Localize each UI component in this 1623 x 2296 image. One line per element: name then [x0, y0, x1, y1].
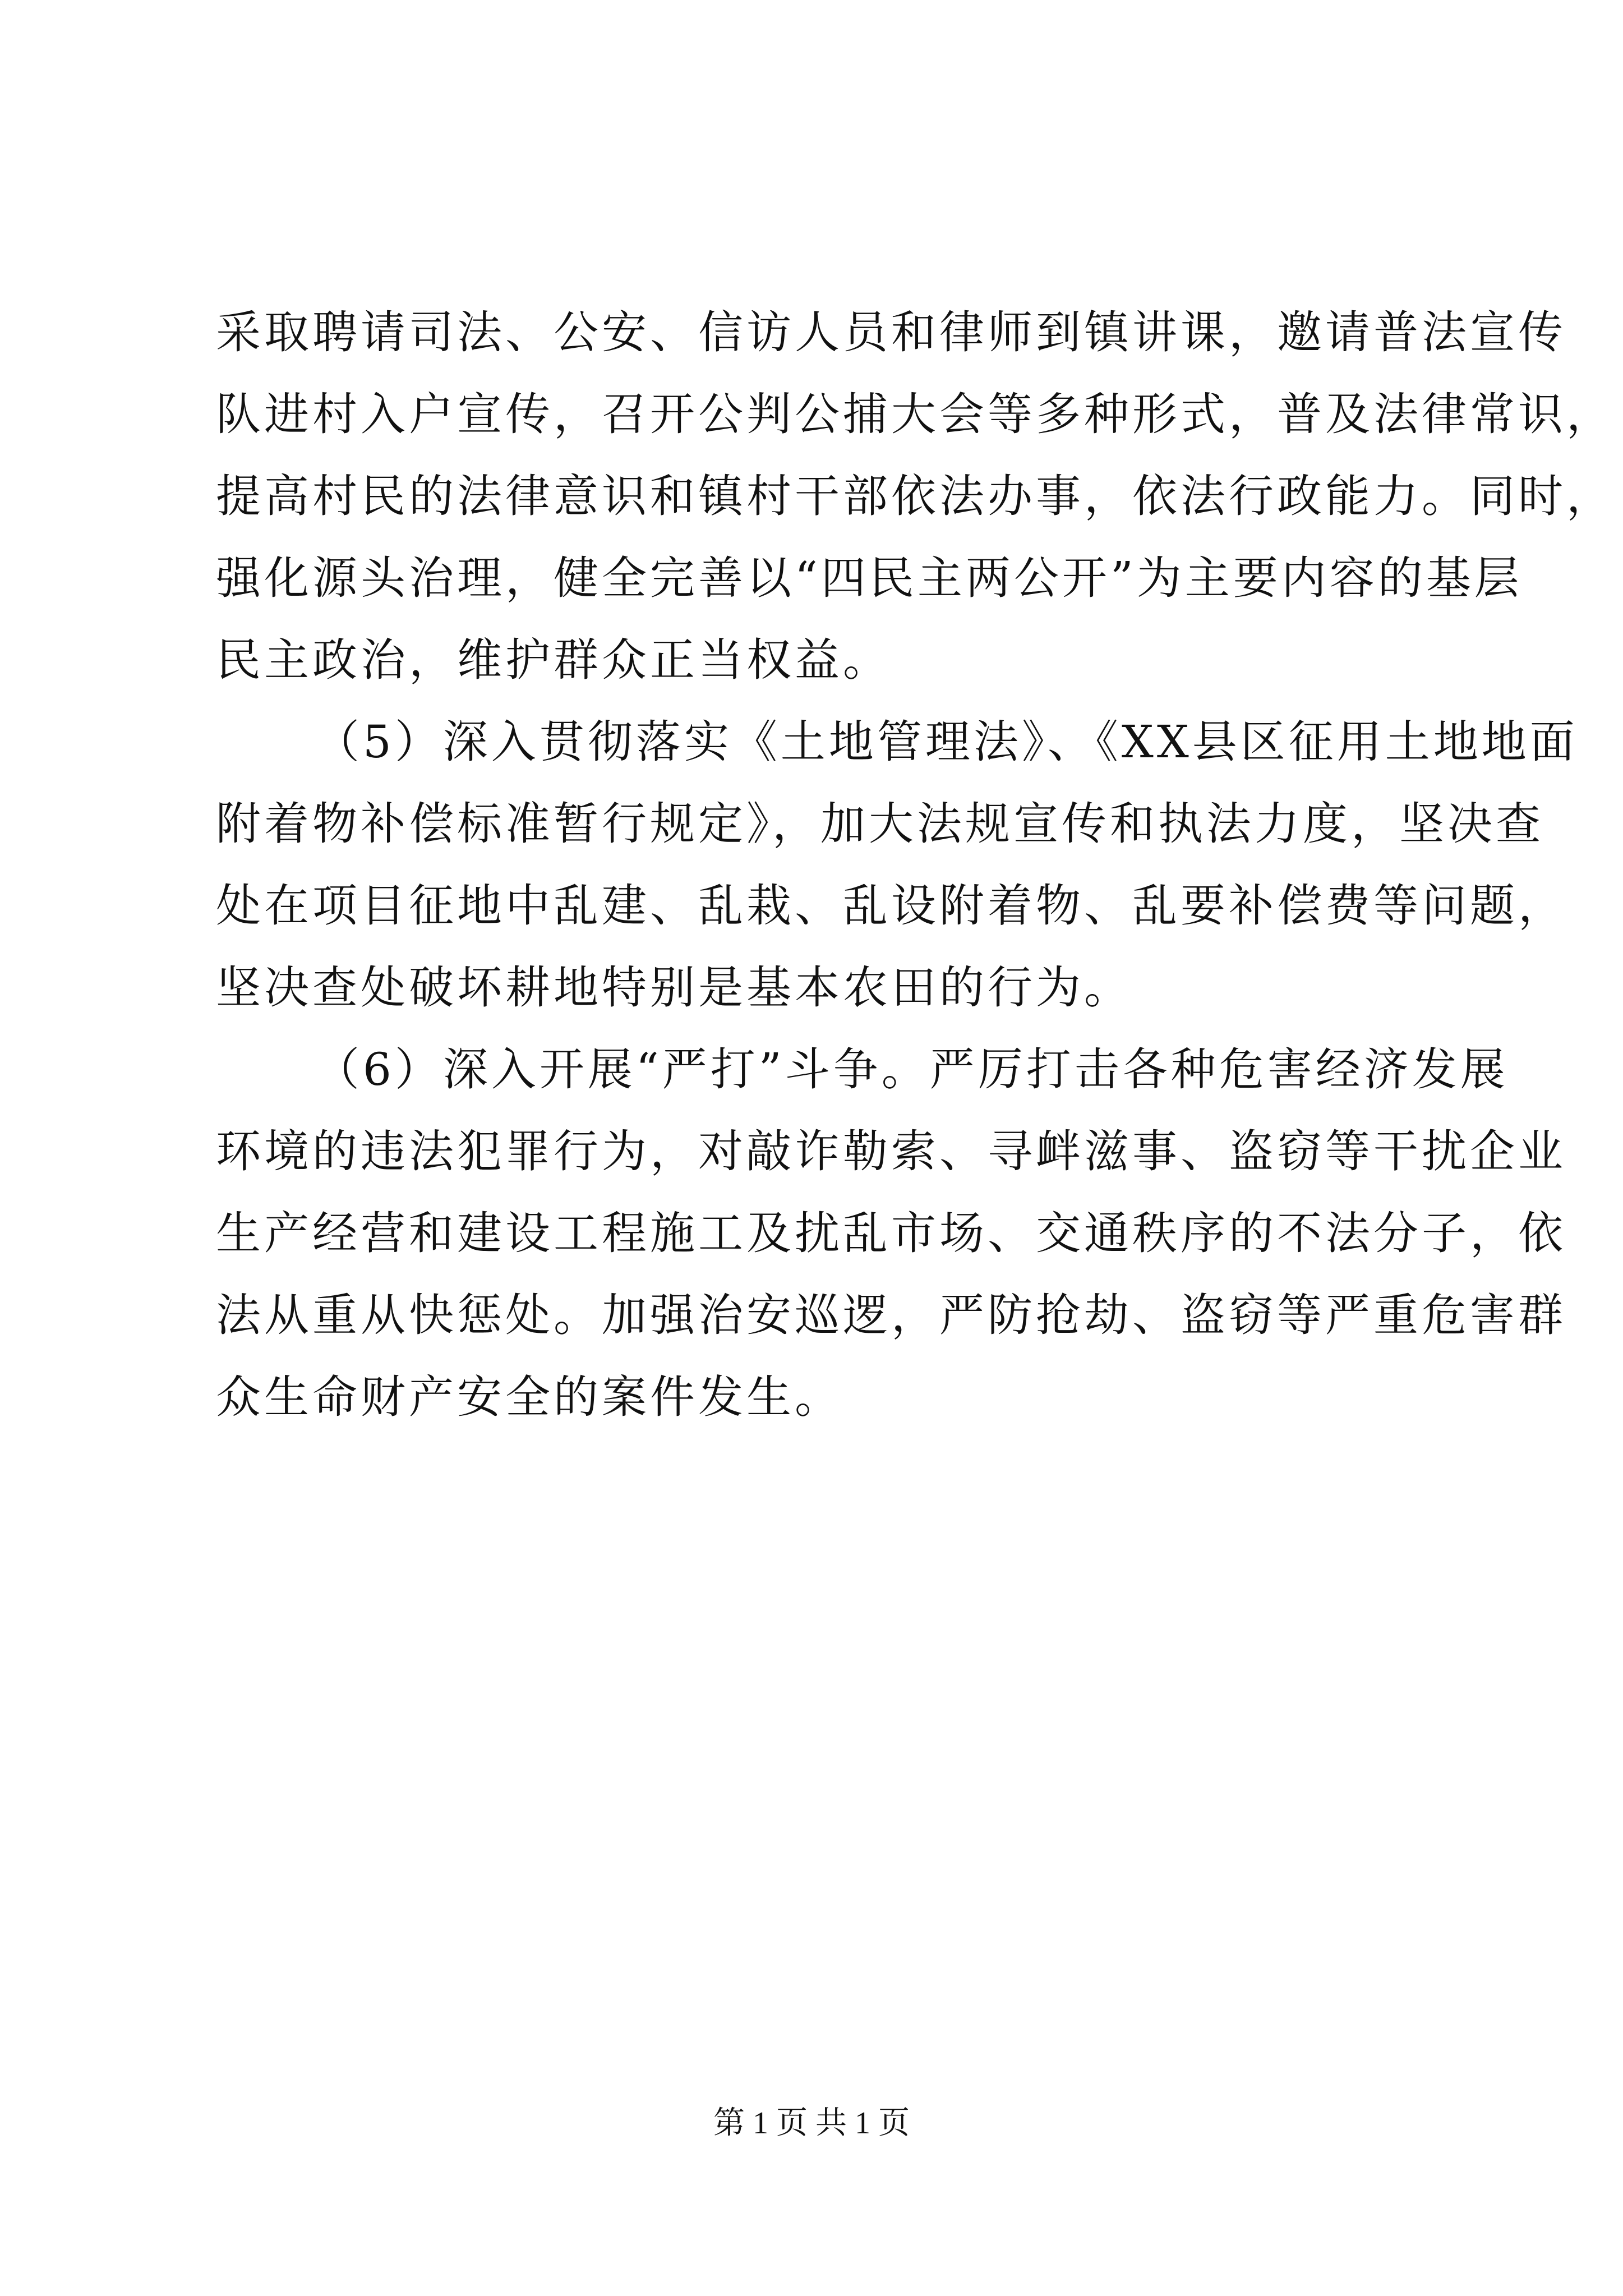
text-line: 强化源头治理，健全完善以“四民主两公开”为主要内容的基层	[216, 552, 1523, 604]
text-line: 采取聘请司法、公安、信访人员和律师到镇讲课，邀请普法宣传	[216, 306, 1566, 358]
text-line: 提高村民的法律意识和镇村干部依法办事，依法行政能力。同时，	[216, 470, 1615, 522]
text-line: 附着物补偿标准暂行规定》，加大法规宣传和执法力度，坚决查	[216, 798, 1544, 850]
text-line: 法从重从快惩处。加强治安巡逻，严防抢劫、盗窃等严重危害群	[216, 1289, 1566, 1341]
paragraph-5-first-line: （5）深入贯彻落实《土地管理法》、《XX县区征用土地地面	[315, 716, 1578, 768]
text-line: 民主政治，维护群众正当权益。	[216, 634, 891, 686]
paragraph-6-first-line: （6）深入开展“严打”斗争。严厉打击各种危害经济发展	[315, 1043, 1509, 1096]
text-line: 环境的违法犯罪行为，对敲诈勒索、寻衅滋事、盗窃等干扰企业	[216, 1125, 1566, 1177]
text-line: 坚决查处破坏耕地特别是基本农田的行为。	[216, 961, 1132, 1014]
document-body	[216, 292, 1615, 1438]
text-line: 众生命财产安全的案件发生。	[216, 1371, 843, 1423]
page-number-footer: 第 1 页 共 1 页	[713, 2106, 910, 2141]
text-line: 生产经营和建设工程施工及扰乱市场、交通秩序的不法分子，依	[216, 1207, 1566, 1259]
text-line: 队进村入户宣传，召开公判公捕大会等多种形式，普及法律常识，	[216, 388, 1615, 440]
text-line: 处在项目征地中乱建、乱栽、乱设附着物、乱要补偿费等问题，	[216, 880, 1566, 932]
